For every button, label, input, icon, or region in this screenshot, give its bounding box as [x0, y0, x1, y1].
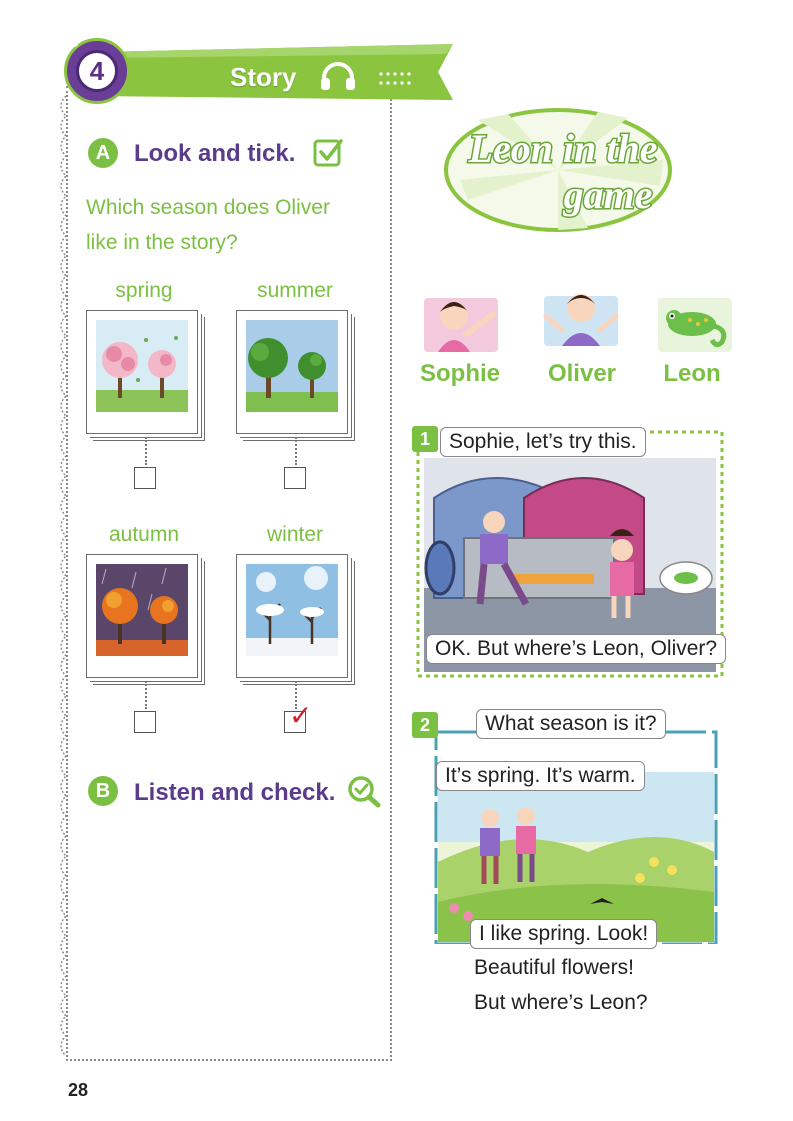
speech-bubble-panel2-middle: It’s spring. It’s warm. [436, 761, 645, 791]
speech-bubble-panel2-bottom: I like spring. Look! [470, 919, 657, 949]
sophie-portrait [418, 290, 504, 352]
scallop-edge-decoration [58, 96, 72, 1056]
magnifier-check-icon [346, 774, 382, 808]
speech-continuation-line1: Beautiful flowers! [474, 956, 634, 979]
story-title-line1: Leon in the [468, 126, 658, 171]
story-title-logo [438, 100, 688, 250]
season-card-summer [236, 310, 348, 434]
leon-chameleon-portrait [652, 290, 738, 352]
speech-continuation-line2: But where’s Leon? [474, 991, 648, 1014]
speech-bubble-panel2-top: What season is it? [476, 709, 666, 739]
season-card-spring [86, 310, 198, 434]
section-b-title: Listen and check. [134, 779, 336, 806]
unit-number: 4 [76, 50, 118, 92]
track-dots-icon [378, 70, 414, 88]
season-card-winter [236, 554, 348, 678]
character-name-leon: Leon [663, 360, 721, 387]
headphones-icon[interactable] [318, 60, 358, 92]
comic-panel-2 [414, 712, 719, 944]
tick-box-summer[interactable] [284, 467, 306, 489]
check-mark-icon: ✓ [289, 700, 313, 731]
story-title-line2: game [563, 172, 653, 217]
tick-box-spring[interactable] [134, 467, 156, 489]
section-a-title: Look and tick. [134, 140, 296, 167]
tick-box-autumn[interactable] [134, 711, 156, 733]
speech-bubble-panel1-top: Sophie, let’s try this. [440, 427, 646, 457]
oliver-portrait [538, 284, 624, 346]
character-name-oliver: Oliver [547, 360, 617, 387]
page-number: 28 [68, 1080, 89, 1100]
panel-number-2: 2 [412, 712, 438, 738]
season-label-autumn: autumn [108, 523, 180, 546]
tick-box-winter[interactable] [284, 700, 313, 733]
section-title: Story [230, 62, 297, 92]
season-card-autumn [86, 554, 198, 678]
season-label-summer: summer [257, 279, 333, 302]
question-text: Which season does Oliver like in the story? [86, 196, 330, 254]
summer-image [246, 320, 338, 412]
unit-label: Unit [68, 28, 91, 51]
winter-image [246, 564, 338, 656]
panel-number-1: 1 [412, 426, 438, 452]
spring-image [96, 320, 188, 412]
season-label-spring: spring [115, 279, 173, 302]
character-name-sophie: Sophie [419, 360, 500, 387]
tick-box-icon [312, 136, 344, 168]
speech-bubble-panel1-bottom: OK. But where’s Leon, Oliver? [426, 634, 726, 664]
section-a-badge: A [88, 138, 118, 168]
section-b-badge: B [88, 776, 118, 806]
season-label-winter: winter [266, 523, 324, 546]
autumn-image [96, 564, 188, 656]
